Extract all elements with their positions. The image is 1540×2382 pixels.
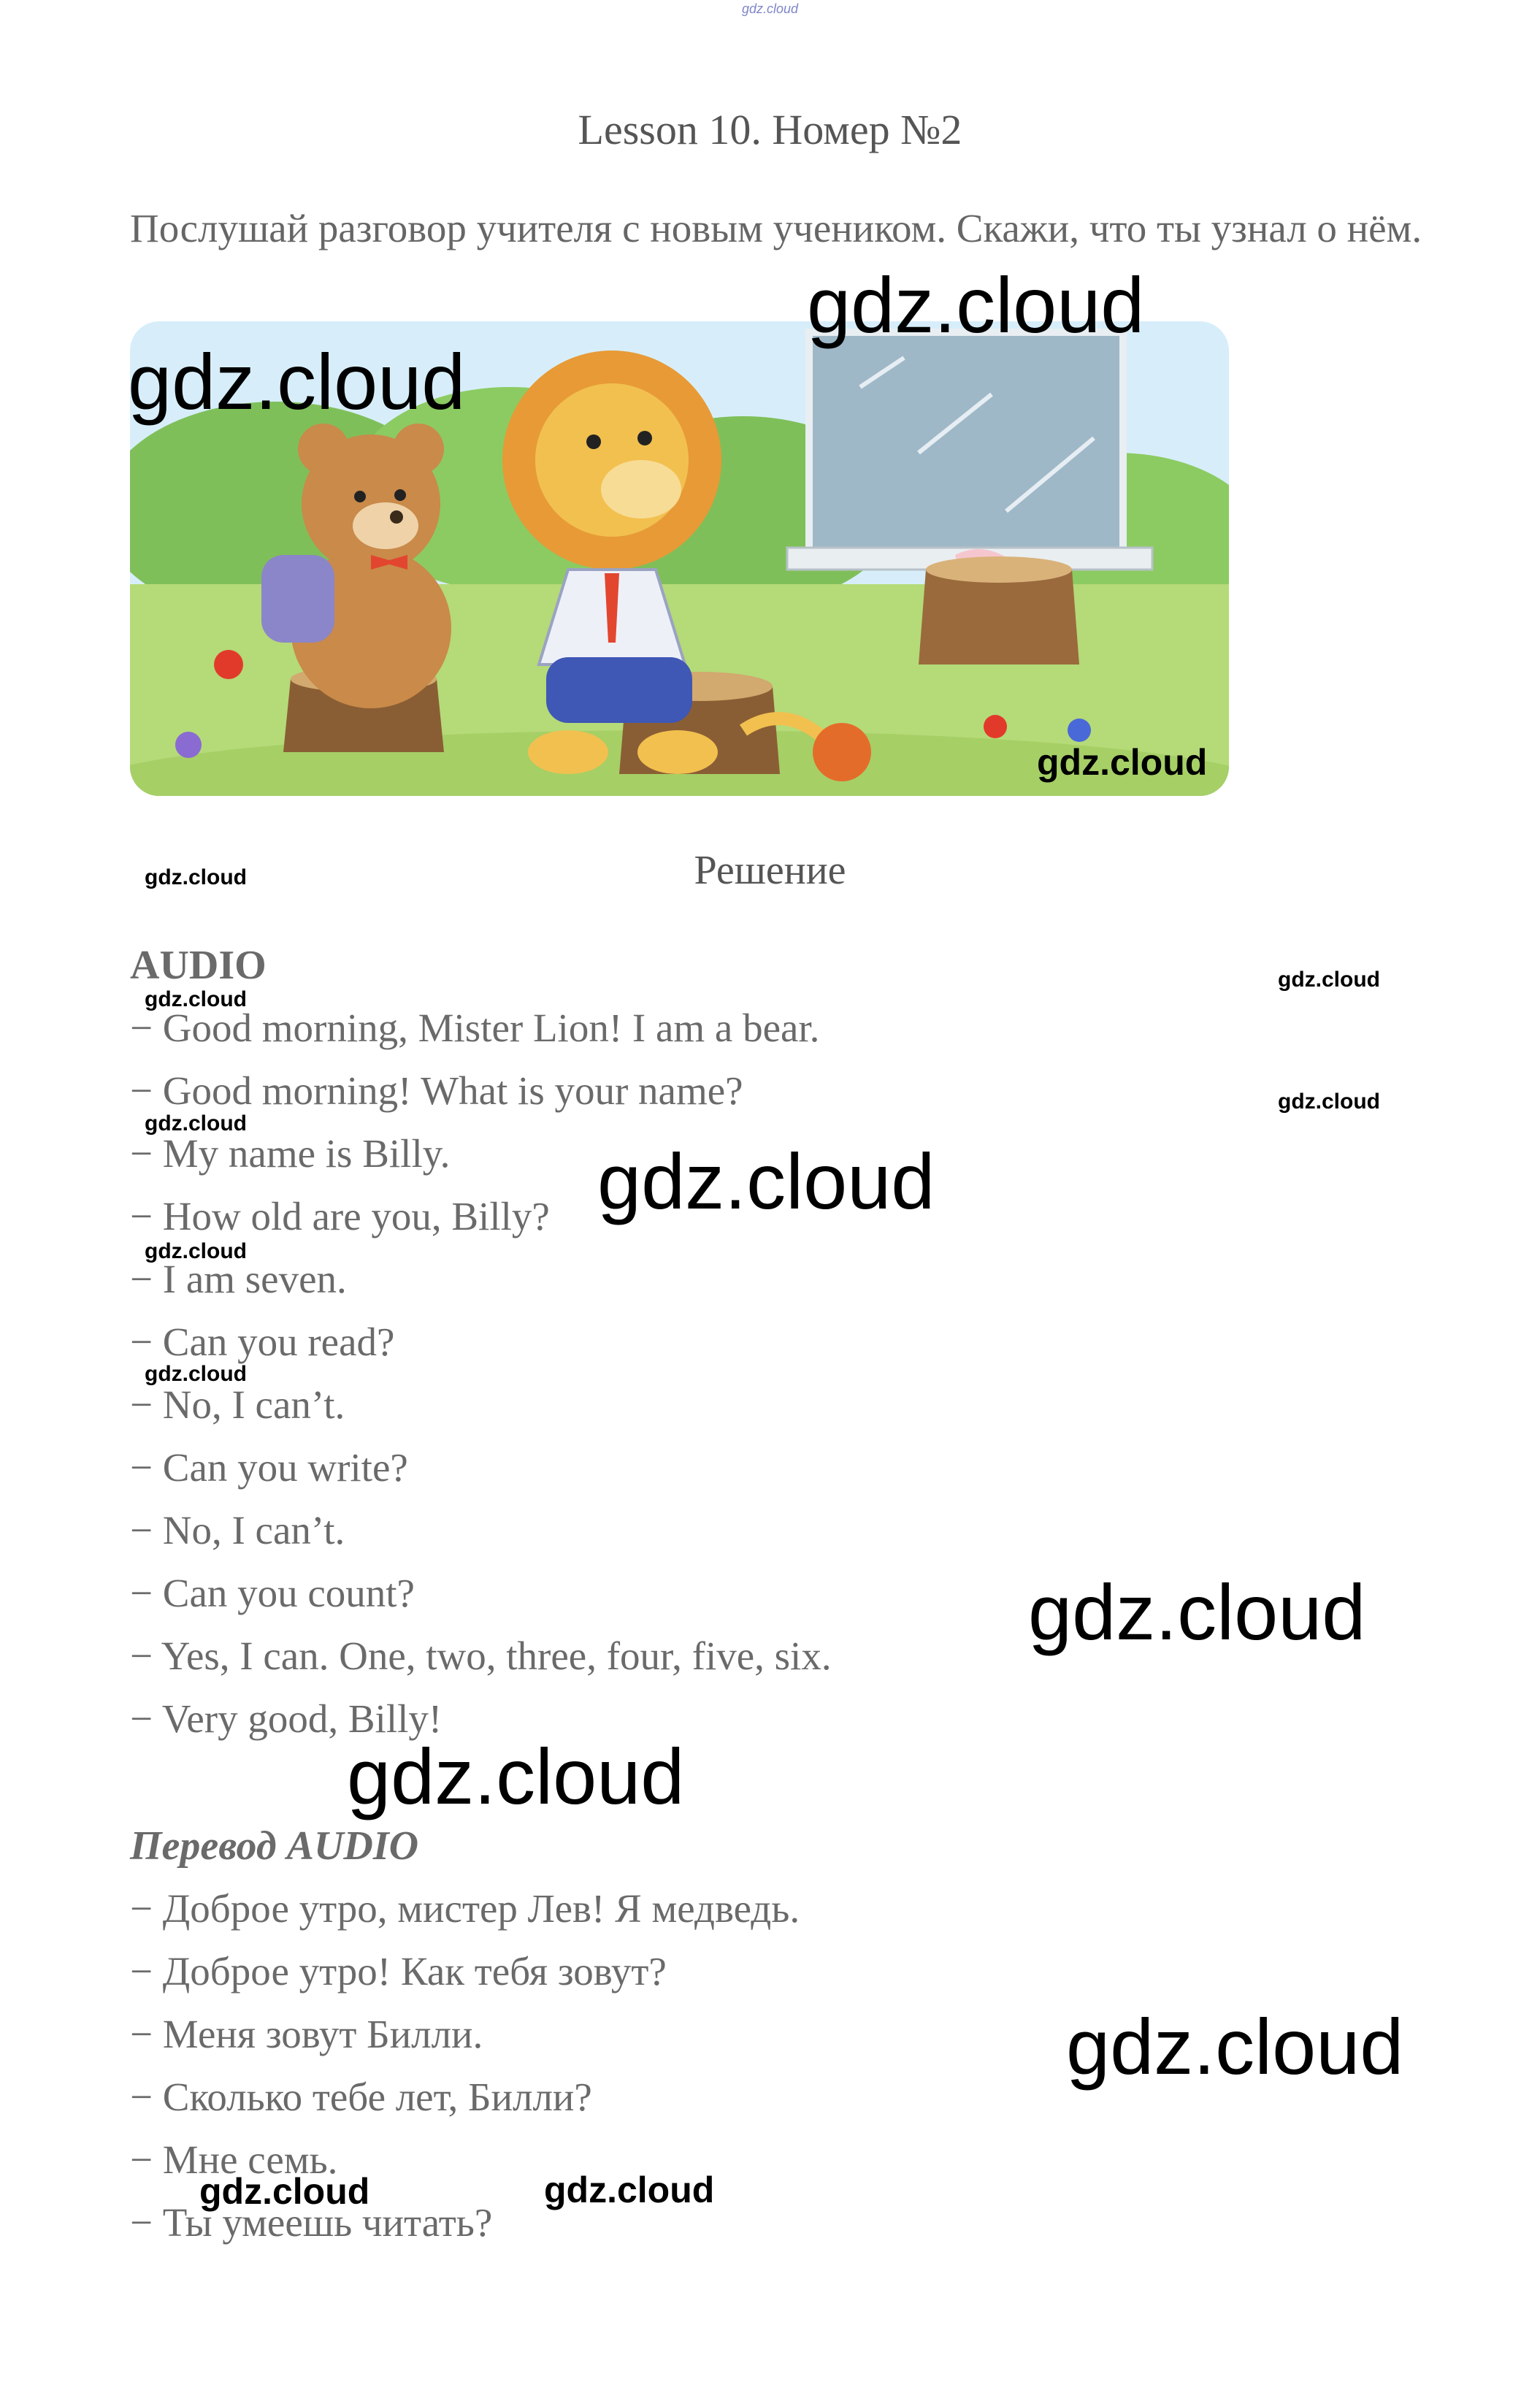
watermark: gdz.cloud <box>807 261 1145 349</box>
watermark: gdz.cloud <box>145 1111 247 1136</box>
translation-line: − Сколько тебе лет, Билли? <box>130 2075 592 2119</box>
translation-line: − Доброе утро! Как тебя зовут? <box>130 1949 667 1994</box>
site-mark: gdz.cloud <box>741 1 799 16</box>
translation-heading: Перевод AUDIO <box>130 1823 419 1869</box>
audio-line: − I am seven. <box>130 1257 347 1301</box>
audio-line: − My name is Billy. <box>130 1131 451 1176</box>
audio-line: − No, I can’t. <box>130 1382 345 1427</box>
audio-line: − No, I can’t. <box>130 1508 345 1552</box>
watermark: gdz.cloud <box>597 1137 935 1225</box>
watermark: gdz.cloud <box>145 1362 247 1386</box>
translation-line: − Мне семь. <box>130 2137 338 2182</box>
solution-title: Решение <box>694 848 846 893</box>
translation-line: − Ты умеешь читать? <box>130 2200 493 2245</box>
watermark: gdz.cloud <box>199 2171 370 2212</box>
task-instruction: Послушай разговор учителя с новым учеником. Скажи, что ты узнал о нём. <box>130 206 1422 250</box>
translation-line: − Доброе утро, мистер Лев! Я медведь. <box>130 1886 800 1931</box>
watermark: gdz.cloud <box>347 1732 685 1820</box>
watermark: gdz.cloud <box>1028 1568 1366 1656</box>
watermark: gdz.cloud <box>1066 2002 1404 2091</box>
audio-line: − Yes, I can. One, two, three, four, five, six. <box>130 1634 832 1678</box>
watermark: gdz.cloud <box>128 337 466 426</box>
watermark: gdz.cloud <box>1278 1089 1380 1114</box>
audio-heading: AUDIO <box>130 943 267 988</box>
audio-line: − Good morning, Mister Lion! I am a bear. <box>130 1006 820 1050</box>
audio-line: − How old are you, Billy? <box>130 1194 550 1238</box>
watermark: gdz.cloud <box>145 865 247 889</box>
audio-line: − Can you count? <box>130 1571 415 1615</box>
audio-line: − Can you read? <box>130 1320 395 1364</box>
watermark: gdz.cloud <box>1037 742 1208 783</box>
watermark: gdz.cloud <box>145 1239 247 1263</box>
watermark: gdz.cloud <box>145 987 247 1011</box>
page-title: Lesson 10. Номер №2 <box>578 106 962 153</box>
audio-line: − Can you write? <box>130 1445 408 1490</box>
audio-line: − Good morning! What is your name? <box>130 1068 743 1113</box>
translation-line: − Меня зовут Билли. <box>130 2012 483 2056</box>
audio-line: − Very good, Billy! <box>130 1696 443 1741</box>
watermark: gdz.cloud <box>544 2170 715 2210</box>
watermark: gdz.cloud <box>1278 968 1380 992</box>
